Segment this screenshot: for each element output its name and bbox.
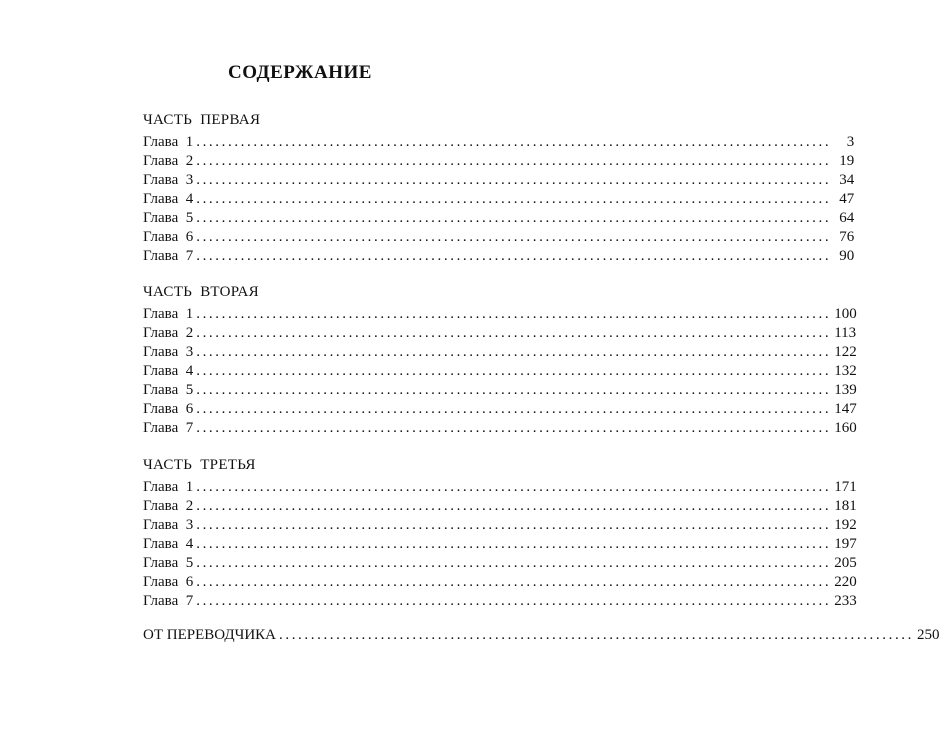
page-number: 171 (834, 479, 857, 495)
toc-afterword (143, 626, 940, 645)
page-number: 147 (834, 401, 857, 417)
entry-label: Глава 7 (143, 248, 194, 264)
entry-label: Глава 7 (143, 420, 194, 436)
page-number: 76 (839, 229, 855, 245)
page-number: 197 (834, 536, 857, 552)
page-number: 100 (834, 306, 857, 322)
entry-label: Глава 6 (143, 401, 194, 417)
page-number: 122 (834, 344, 857, 360)
toc-entry[interactable] (143, 626, 940, 645)
toc-entry[interactable] (143, 152, 855, 171)
entry-label: Глава 1 (143, 479, 194, 495)
toc-entry[interactable] (143, 209, 855, 228)
toc-entry[interactable] (143, 516, 857, 535)
part-heading: ЧАСТЬ ПЕРВАЯ (143, 112, 261, 128)
entry-label: Глава 1 (143, 134, 194, 150)
dot-leader: .................................................................................................... (196, 420, 832, 436)
page-number: 181 (834, 498, 857, 514)
toc-entry[interactable] (143, 343, 857, 362)
toc-entry[interactable] (143, 171, 855, 190)
entry-label: Глава 3 (143, 517, 194, 533)
entry-label: Глава 5 (143, 382, 194, 398)
dot-leader: .................................................................................................... (196, 555, 832, 571)
entry-label: ОТ ПЕРЕВОДЧИКА (143, 627, 276, 643)
entry-label: Глава 4 (143, 191, 194, 207)
page-number: 3 (846, 134, 855, 150)
dot-leader: .................................................................................................... (196, 172, 832, 188)
dot-leader: .................................................................................................... (196, 479, 832, 495)
entry-label: Глава 2 (143, 498, 194, 514)
dot-leader: .................................................................................................... (196, 344, 832, 360)
toc-entry[interactable] (143, 362, 857, 381)
dot-leader: .................................................................................................... (196, 134, 832, 150)
toc-entry[interactable] (143, 133, 855, 152)
toc-entry[interactable] (143, 247, 855, 266)
toc-entry[interactable] (143, 305, 857, 324)
toc-entry[interactable] (143, 400, 857, 419)
page-number: 64 (839, 210, 855, 226)
toc-part-3 (143, 455, 857, 611)
entry-label: Глава 6 (143, 574, 194, 590)
entry-label: Глава 5 (143, 555, 194, 571)
page-number: 205 (834, 555, 857, 571)
toc-entry[interactable] (143, 592, 857, 611)
page-number: 34 (839, 172, 855, 188)
toc-entry[interactable] (143, 419, 857, 438)
entry-label: Глава 3 (143, 344, 194, 360)
toc-entry[interactable] (143, 554, 857, 573)
dot-leader: .................................................................................................... (196, 229, 832, 245)
toc-part-2 (143, 282, 857, 438)
page-number: 160 (834, 420, 857, 436)
page-number: 19 (839, 153, 855, 169)
dot-leader: .................................................................................................... (196, 498, 832, 514)
toc-entry[interactable] (143, 381, 857, 400)
toc-entry[interactable] (143, 573, 857, 592)
entry-label: Глава 1 (143, 306, 194, 322)
entry-label: Глава 7 (143, 593, 194, 609)
toc-entry[interactable] (143, 228, 855, 247)
page-title: СОДЕРЖАНИЕ (228, 62, 372, 83)
toc-entry[interactable] (143, 497, 857, 516)
toc-entry[interactable] (143, 478, 857, 497)
dot-leader: .................................................................................................... (196, 248, 832, 264)
dot-leader: .................................................................................................... (196, 363, 832, 379)
entry-label: Глава 6 (143, 229, 194, 245)
dot-leader: .................................................................................................... (196, 382, 832, 398)
dot-leader: .................................................................................................... (196, 401, 832, 417)
entry-label: Глава 3 (143, 172, 194, 188)
dot-leader: .................................................................................................... (196, 306, 832, 322)
dot-leader: .................................................................................................... (196, 593, 832, 609)
page-number: 233 (834, 593, 857, 609)
page-number: 192 (834, 517, 857, 533)
part-heading: ЧАСТЬ ВТОРАЯ (143, 284, 259, 300)
toc-part-1 (143, 110, 855, 266)
dot-leader: .................................................................................................... (196, 210, 832, 226)
entry-label: Глава 2 (143, 153, 194, 169)
page-number: 47 (839, 191, 855, 207)
dot-leader: .................................................................................................... (196, 574, 832, 590)
dot-leader: .................................................................................................... (279, 627, 914, 643)
entry-label: Глава 2 (143, 325, 194, 341)
page-number: 132 (834, 363, 857, 379)
page-number: 113 (834, 325, 857, 341)
page-number: 250 (917, 627, 940, 643)
part-heading: ЧАСТЬ ТРЕТЬЯ (143, 457, 256, 473)
dot-leader: .................................................................................................... (196, 517, 832, 533)
dot-leader: .................................................................................................... (196, 325, 832, 341)
entry-label: Глава 4 (143, 363, 194, 379)
toc-entry[interactable] (143, 324, 857, 343)
dot-leader: .................................................................................................... (196, 153, 832, 169)
page-number: 90 (839, 248, 855, 264)
dot-leader: .................................................................................................... (196, 191, 832, 207)
page-number: 139 (834, 382, 857, 398)
toc-entry[interactable] (143, 535, 857, 554)
page-number: 220 (834, 574, 857, 590)
entry-label: Глава 4 (143, 536, 194, 552)
dot-leader: .................................................................................................... (196, 536, 832, 552)
toc-entry[interactable] (143, 190, 855, 209)
entry-label: Глава 5 (143, 210, 194, 226)
